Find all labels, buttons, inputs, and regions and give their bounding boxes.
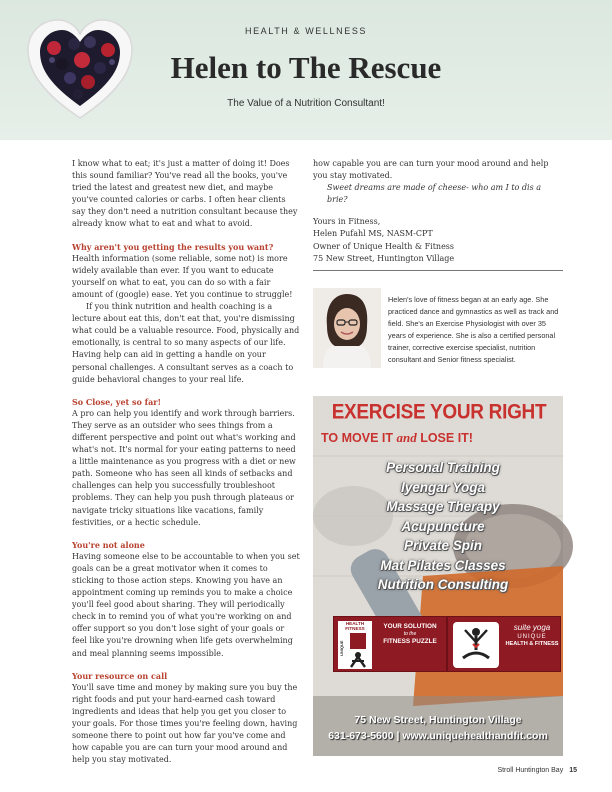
suite-yoga-logo xyxy=(447,616,561,672)
signature-address: 75 New Street, Huntington Village xyxy=(313,253,455,263)
publication-name: Stroll Huntington Bay xyxy=(497,767,564,774)
advertisement xyxy=(313,396,563,756)
page-footer xyxy=(497,767,577,774)
tagline-line: YOUR SOLUTION xyxy=(383,623,437,630)
signature-title: Owner of Unique Health & Fitness xyxy=(313,241,455,251)
paragraph: Having someone else to be accountable to when you set goals can be a great motivator when it comes to sticking to those action steps. Knowing you have an appointment coming up reminds you to make a choice you'll feel good about sharing. They will periodically check in to remind you of what you're working on and offer support so you don't lose sight of your goals or feel like you're drowning when life gets overwhelming and meal planning seems impossible. xyxy=(72,551,300,658)
tagline-line: FITNESS PUZZLE xyxy=(383,638,437,645)
ad-address: 75 New Street, Huntington Village xyxy=(354,714,522,726)
ad-service-item: Massage Therapy xyxy=(386,499,500,514)
divider xyxy=(313,270,563,271)
page-number: 15 xyxy=(569,767,577,774)
ad-subheadline-and: and xyxy=(396,430,417,445)
paragraph: Health information (some reliable, some not) is more widely available than ever. If you want to educate yourself on what to eat, you can do so with a fair amount of (google) ease. Yet you continue to struggle! xyxy=(72,253,293,299)
ad-subheadline-part: LOSE IT! xyxy=(416,431,473,445)
section-heading: Your resource on call xyxy=(72,670,168,681)
header-banner xyxy=(0,0,612,140)
logo-tagline xyxy=(376,623,444,646)
ad-headline: EXERCISE YOUR RIGHT xyxy=(331,400,547,425)
logo-vertical-text: UNIQUE xyxy=(339,640,344,656)
article-column-left xyxy=(72,158,300,765)
section-heading: Why aren't you getting the results you want? xyxy=(72,241,274,252)
logo-title: HEALTH FITNESS xyxy=(345,621,365,631)
logo-line: UNIQUE xyxy=(517,634,547,640)
ad-services-list xyxy=(343,458,543,595)
ad-service-item: Nutrition Consulting xyxy=(377,577,509,592)
paragraph: You'll save time and money by making sure you buy the right foods and put your hard-earned cash toward ingredients and ideas that help you get you closer to your goals. For those times you're feeling down, having someone there to point out how far you've come and how capable you are can turn your mood around and help you stay motivated. xyxy=(72,682,298,765)
article-column-right xyxy=(313,158,563,265)
paragraph: If you think nutrition and health coaching is a lecture about eat this, don't eat that, you're dismissing what could be a valuable resource. Food, physically and emotionally, is central to so many aspects of our life. Having help can aid in getting a handle on your personal challenges. A consultant serves as a coach to guide behavioral changes to your real life. xyxy=(72,302,300,384)
article-subtitle: The Value of a Nutrition Consultant! xyxy=(227,98,385,109)
signoff: Yours in Fitness, xyxy=(313,217,381,227)
ad-service-item: Private Spin xyxy=(403,538,483,553)
logo-text xyxy=(504,623,560,648)
author-photo xyxy=(313,288,381,368)
section-heading: So Close, yet so far! xyxy=(72,396,161,407)
section-label: HEALTH & WELLNESS xyxy=(244,26,368,36)
article-title: Helen to The Rescue xyxy=(170,50,442,85)
paragraph-continued: how capable you are can turn your mood around and help you stay motivated. xyxy=(313,159,549,181)
quote: Sweet dreams are made of cheese- who am I to dis a brie? xyxy=(327,183,542,205)
author-bio: Helen's love of fitness began at an early age. She practiced dance and gymnastics as well as track and field. She's an Exercise Physiologist with over 35 years of experience. She is also a certified personal trainer, corrective exercise specialist, nutrition consultant and Senior fitness specialist. xyxy=(388,295,559,364)
unique-health-fitness-logo xyxy=(333,616,447,672)
paragraph: A pro can help you identify and work through barriers. They serve as an outsider who sees things from a different perspective and point out what's working and what's not. It's normal for your eating patterns to need a little maintenance as you progress with a diet or new path. Someone who has seen all kinds of setbacks and challenges can help you successfully troubleshoot problems. They can help you push through plateaus or navigate tricky situations like vacations, family festivities, or a hectic schedule. xyxy=(72,408,296,527)
ad-service-item: Iyengar Yoga xyxy=(400,479,486,495)
yoga-pose-icon xyxy=(453,622,499,668)
ad-phone-website: 631-673-5600 | www.uniquehealthandfit.com xyxy=(328,730,548,742)
intro-paragraph: I know what to eat; it's just a matter of doing it! Does this sound familiar? You've read all the books, you've tried the latest and greatest new diet, and maybe you've counted calories or carbs. I often hear clients say they don't need a nutrition consultant because they already know what to eat and what to avoid. xyxy=(72,159,298,229)
ad-service-item: Acupuncture xyxy=(401,518,485,534)
ad-subheadline-part: TO MOVE IT xyxy=(321,431,397,445)
ad-subheadline xyxy=(321,430,501,446)
logo-line: suite yoga xyxy=(513,623,551,632)
section-heading: You're not alone xyxy=(72,539,145,550)
ad-service-item: Mat Pilates Classes xyxy=(380,557,506,573)
signature-name: Helen Pufahl MS, NASM-CPT xyxy=(313,229,433,239)
tagline-line: to the xyxy=(403,630,417,637)
logo-line: HEALTH & FITNESS xyxy=(505,641,559,647)
ad-service-item: Personal Training xyxy=(386,460,500,475)
